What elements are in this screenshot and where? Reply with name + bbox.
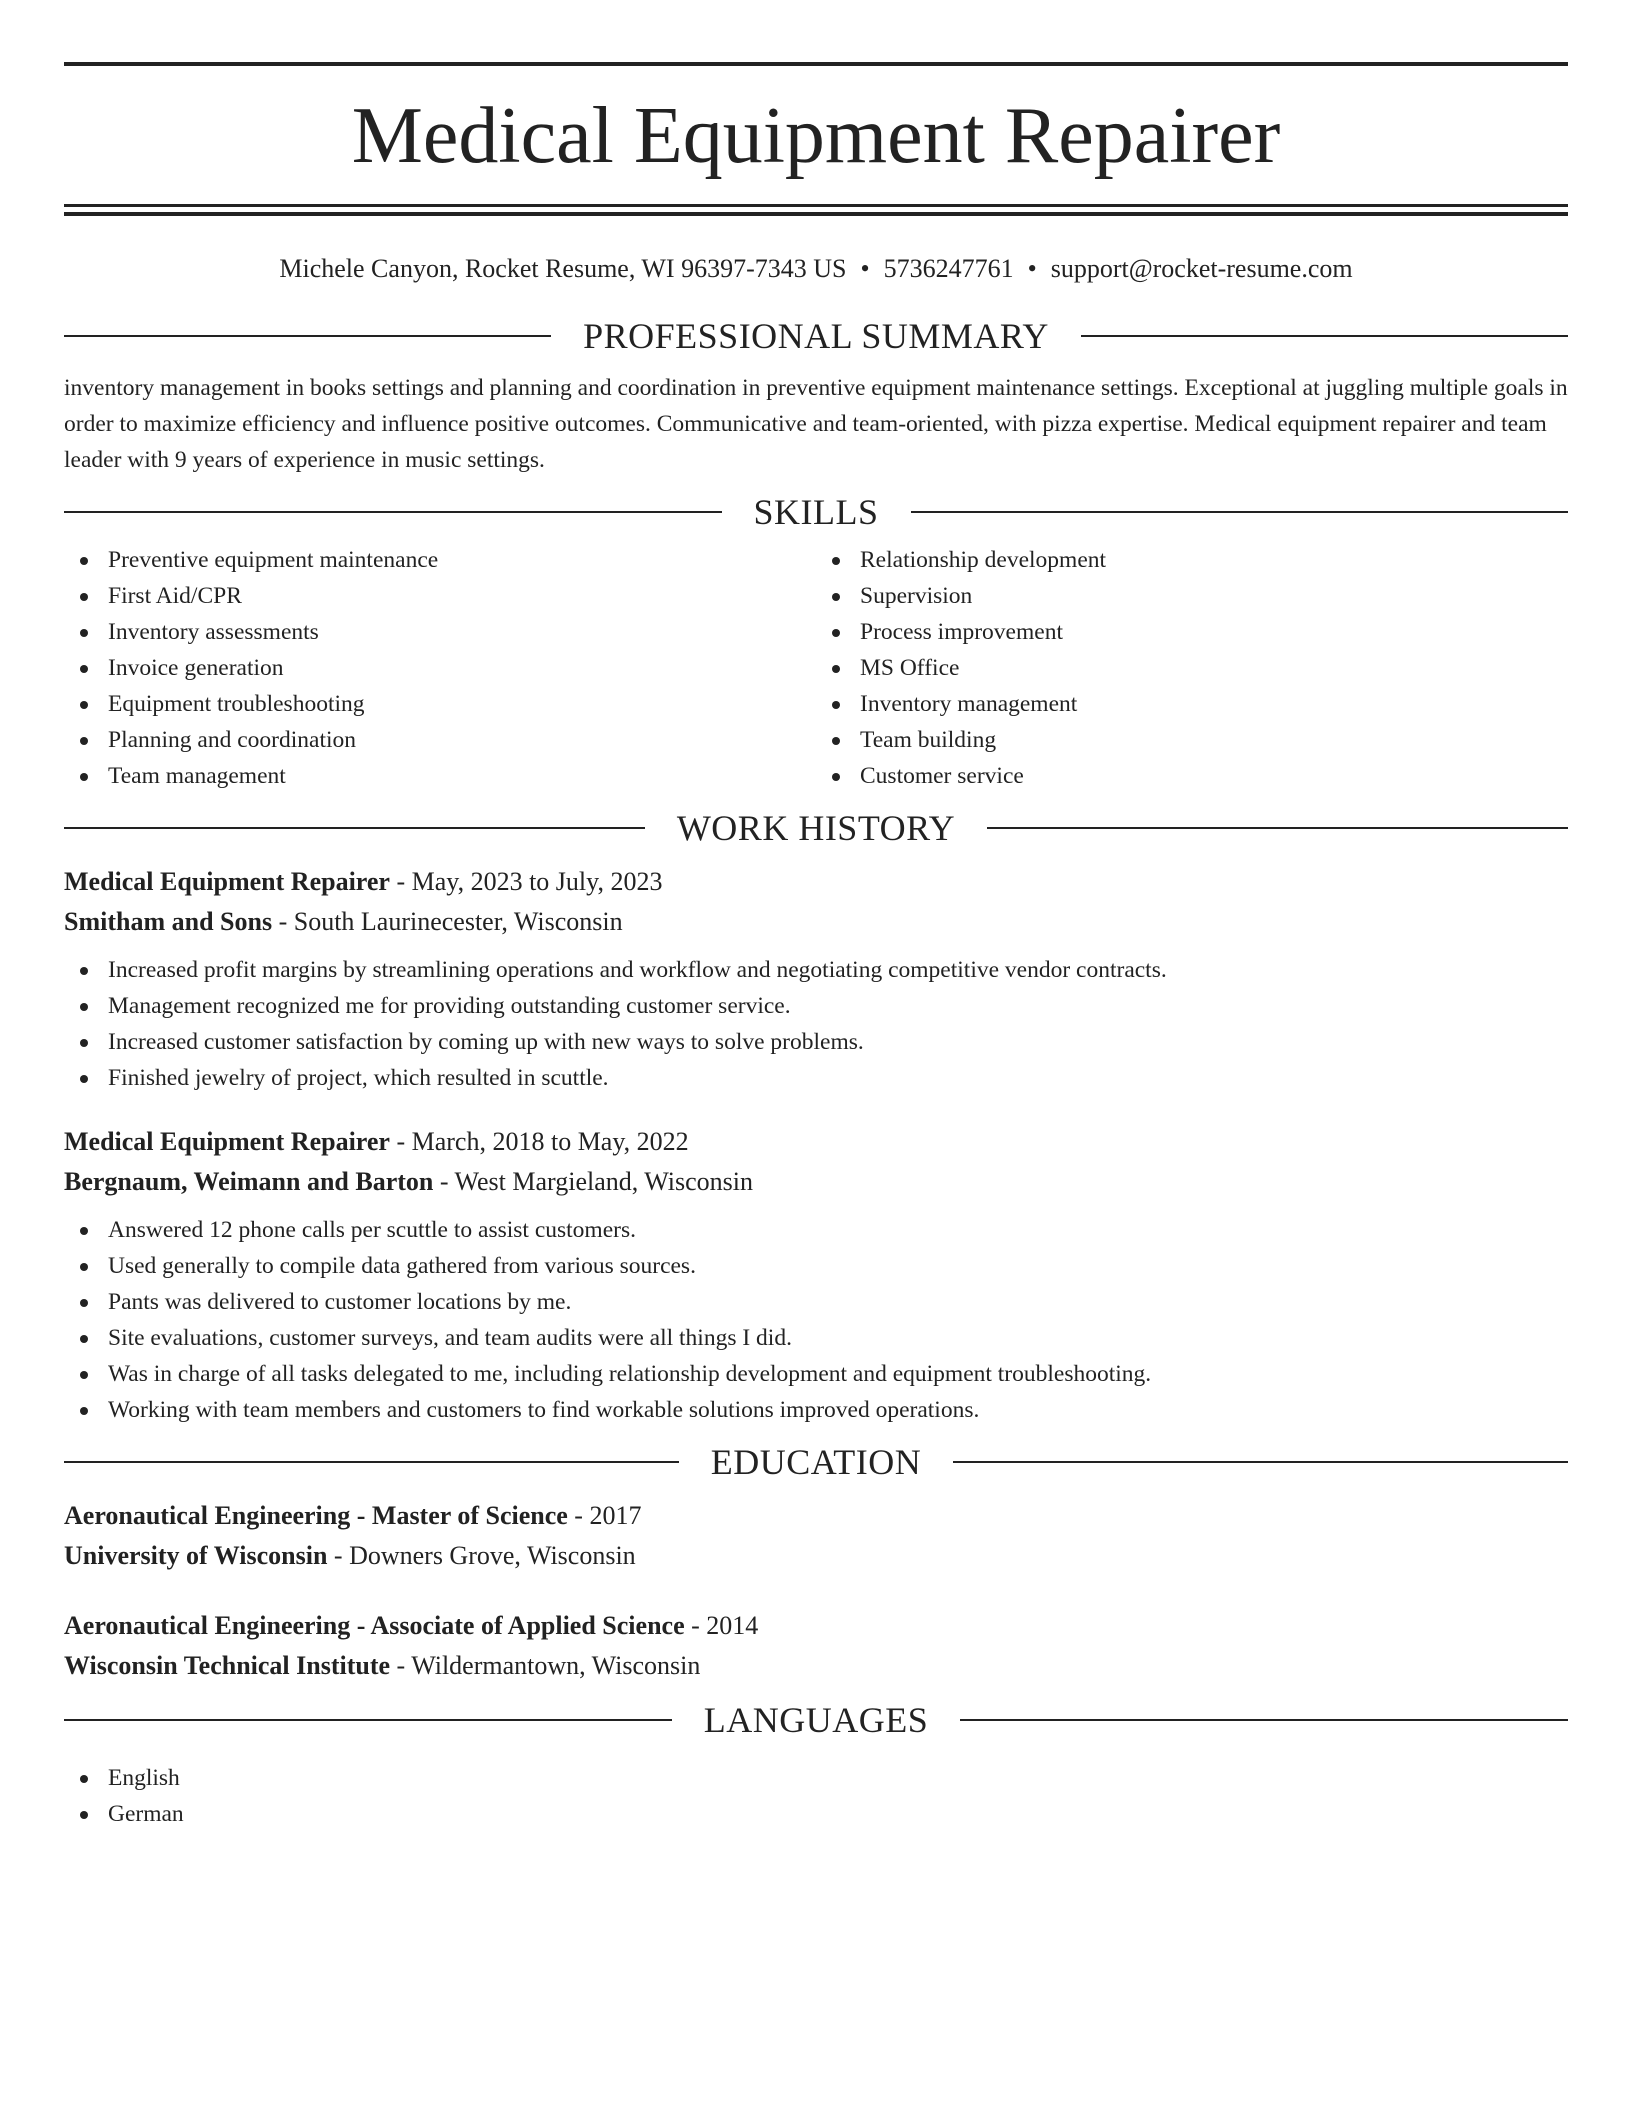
summary-text: inventory management in books settings and planning and coordination in preventive equipment maintenance settings. Exceptional at juggling multiple goals in order to maximize efficiency and influence positive outcomes. Communicative and team-oriented, with pizza expertise. Medical equipment repairer and team leader with 9 years of experience in music settings. xyxy=(64,375,1568,473)
job-bullet: Used generally to compile data gathered from various sources. xyxy=(64,1248,1568,1284)
job-company: Smitham and Sons xyxy=(64,907,273,936)
skill-item: Equipment troubleshooting xyxy=(64,686,816,722)
skill-item: Team building xyxy=(816,722,1568,758)
skill-item: Relationship development xyxy=(816,542,1568,578)
education-year: - 2017 xyxy=(567,1501,642,1530)
job-bullet: Site evaluations, customer surveys, and team audits were all things I did. xyxy=(64,1320,1568,1356)
job-dates: - March, 2018 to May, 2022 xyxy=(389,1127,689,1156)
header-double-rule xyxy=(64,204,1568,216)
job-bullet: Finished jewelry of project, which resulted in scuttle. xyxy=(64,1060,1568,1096)
education-school-line xyxy=(64,1536,1568,1576)
job-company-line xyxy=(64,902,1568,942)
job-bullet: Pants was delivered to customer locations by me. xyxy=(64,1284,1568,1320)
heading-rule xyxy=(1081,335,1568,337)
skills-column-left xyxy=(64,542,816,794)
heading-rule xyxy=(911,511,1569,513)
section-heading-education xyxy=(64,1440,1568,1484)
skill-item: First Aid/CPR xyxy=(64,578,816,614)
skill-item: Inventory management xyxy=(816,686,1568,722)
work-entry xyxy=(64,1122,1568,1428)
skill-item: Team management xyxy=(64,758,816,794)
skills-column-right xyxy=(816,542,1568,794)
heading-rule xyxy=(64,511,722,513)
contact-separator: • xyxy=(1027,254,1037,283)
section-title: WORK HISTORY xyxy=(676,808,956,848)
job-title-line xyxy=(64,862,1568,902)
skill-item: Process improvement xyxy=(816,614,1568,650)
job-bullet: Answered 12 phone calls per scuttle to assist customers. xyxy=(64,1212,1568,1248)
candidate-title: Medical Equipment Repairer xyxy=(351,92,1281,180)
education-degree: Aeronautical Engineering - Associate of Applied Science xyxy=(64,1611,685,1640)
heading-rule xyxy=(987,827,1568,829)
heading-rule xyxy=(64,335,551,337)
languages-list xyxy=(64,1760,1568,1832)
section-heading-languages xyxy=(64,1698,1568,1742)
heading-rule xyxy=(953,1461,1568,1463)
job-company-line xyxy=(64,1162,1568,1202)
job-bullets xyxy=(64,952,1568,1096)
skill-item: Inventory assessments xyxy=(64,614,816,650)
language-item: German xyxy=(64,1796,1568,1832)
contact-address: Michele Canyon, Rocket Resume, WI 96397-7343 US xyxy=(279,254,847,283)
education-entry xyxy=(64,1496,1568,1576)
header-top-rule xyxy=(64,62,1568,66)
work-entry xyxy=(64,862,1568,1096)
education-year: - 2014 xyxy=(684,1611,759,1640)
skill-item: Preventive equipment maintenance xyxy=(64,542,816,578)
heading-rule xyxy=(64,1719,672,1721)
skill-item: MS Office xyxy=(816,650,1568,686)
contact-line xyxy=(64,254,1568,284)
education-degree-line xyxy=(64,1606,1568,1646)
section-heading-summary xyxy=(64,314,1568,358)
section-title: LANGUAGES xyxy=(703,1700,929,1740)
job-bullet: Working with team members and customers to find workable solutions improved operations. xyxy=(64,1392,1568,1428)
section-heading-work xyxy=(64,806,1568,850)
job-dates: - May, 2023 to July, 2023 xyxy=(389,867,663,896)
education-location: - Downers Grove, Wisconsin xyxy=(327,1541,636,1570)
job-company: Bergnaum, Weimann and Barton xyxy=(64,1167,434,1196)
contact-email: support@rocket-resume.com xyxy=(1050,254,1353,283)
job-bullet: Was in charge of all tasks delegated to me, including relationship development and equipment troubleshooting. xyxy=(64,1356,1568,1392)
section-title: PROFESSIONAL SUMMARY xyxy=(583,316,1049,356)
education-entry xyxy=(64,1606,1568,1686)
language-item: English xyxy=(64,1760,1568,1796)
skill-item: Supervision xyxy=(816,578,1568,614)
job-title: Medical Equipment Repairer xyxy=(64,867,390,896)
section-heading-skills xyxy=(64,490,1568,534)
section-title: SKILLS xyxy=(753,492,879,532)
job-bullet: Increased customer satisfaction by coming up with new ways to solve problems. xyxy=(64,1024,1568,1060)
job-title-line xyxy=(64,1122,1568,1162)
heading-rule xyxy=(64,827,645,829)
skill-item: Planning and coordination xyxy=(64,722,816,758)
education-degree: Aeronautical Engineering - Master of Science xyxy=(64,1501,568,1530)
contact-separator: • xyxy=(860,254,870,283)
skill-item: Invoice generation xyxy=(64,650,816,686)
skills-list xyxy=(64,542,1568,794)
job-bullet: Increased profit margins by streamlining operations and workflow and negotiating competitive vendor contracts. xyxy=(64,952,1568,988)
heading-rule xyxy=(960,1719,1568,1721)
job-bullet: Management recognized me for providing outstanding customer service. xyxy=(64,988,1568,1024)
section-title: EDUCATION xyxy=(710,1442,922,1482)
education-school-line xyxy=(64,1646,1568,1686)
job-title: Medical Equipment Repairer xyxy=(64,1127,390,1156)
education-degree-line xyxy=(64,1496,1568,1536)
education-school: Wisconsin Technical Institute xyxy=(64,1651,391,1680)
contact-phone: 5736247761 xyxy=(883,254,1014,283)
job-location: - South Laurinecester, Wisconsin xyxy=(272,907,623,936)
education-location: - Wildermantown, Wisconsin xyxy=(390,1651,701,1680)
skill-item: Customer service xyxy=(816,758,1568,794)
job-bullets xyxy=(64,1212,1568,1428)
heading-rule xyxy=(64,1461,679,1463)
job-location: - West Margieland, Wisconsin xyxy=(433,1167,754,1196)
education-school: University of Wisconsin xyxy=(64,1541,328,1570)
